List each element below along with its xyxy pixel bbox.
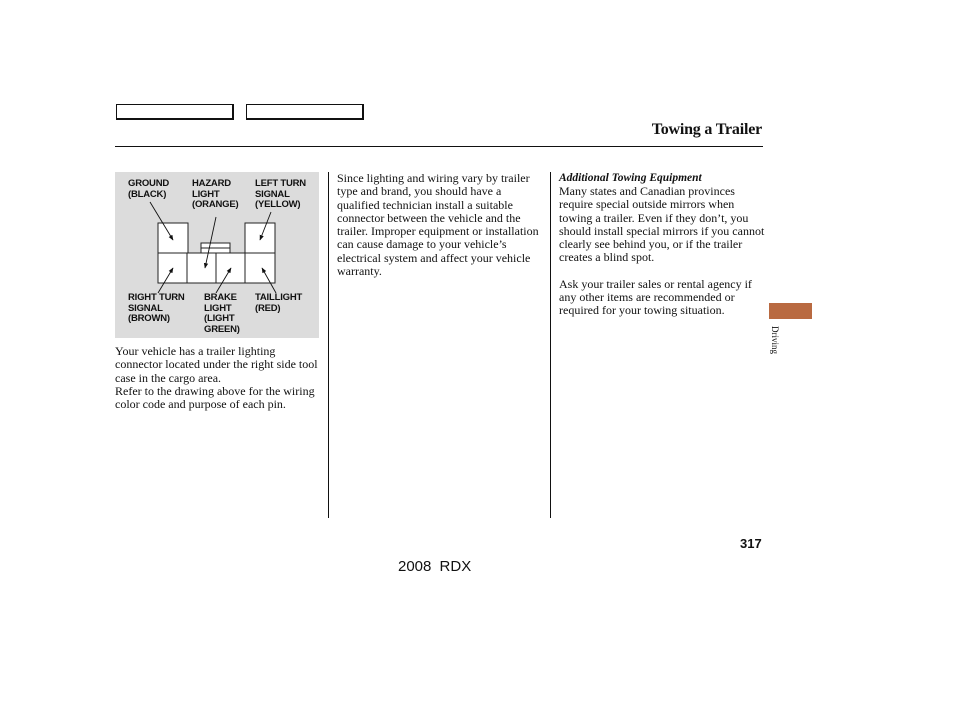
page-title: Towing a Trailer — [651, 121, 762, 138]
nav-button-previous[interactable] — [116, 104, 234, 120]
column-2-text — [337, 172, 542, 278]
section-tab[interactable] — [769, 303, 812, 319]
header-rule — [115, 146, 763, 147]
label-brake: BRAKE LIGHT (LIGHT GREEN) — [204, 292, 240, 335]
label-left-turn: LEFT TURN SIGNAL (YELLOW) — [255, 178, 306, 210]
pin-taillight — [245, 253, 275, 283]
connector-install-paragraph: Since lighting and wiring vary by trailer type and brand, you should have a qualified technician install a suitable connector between the vehicle and the trailer. Improper equipment or installation can cause damage to your vehicle’s electrical system and affect your vehicle warranty. — [337, 171, 539, 279]
connector-location-paragraph: Your vehicle has a trailer lighting connector located under the right side tool case in the cargo area. — [115, 344, 318, 385]
page-number: 317 — [740, 536, 762, 551]
other-items-paragraph: Ask your trailer sales or rental agency if any other items are recommended or required for your towing situation. — [559, 276, 752, 318]
column-1-text — [115, 345, 320, 411]
pin-left-turn — [245, 223, 275, 253]
column-divider-1 — [328, 172, 329, 518]
connector-diagram — [115, 172, 319, 338]
label-ground: GROUND (BLACK) — [128, 178, 170, 200]
mirrors-paragraph: Many states and Canadian provinces require special outside mirrors when towing a trailer. Even if they don’t, you should install special mirrors if you cannot clearly see behind you, or if the trailer creates a blind spot. — [559, 184, 765, 265]
column-divider-2 — [550, 172, 551, 518]
label-right-turn: RIGHT TURN SIGNAL (BROWN) — [128, 292, 185, 324]
footer-model: 2008 RDX — [398, 558, 472, 575]
pin-ground — [158, 223, 188, 253]
additional-equipment-heading: Additional Towing Equipment — [559, 172, 702, 184]
label-hazard: HAZARD LIGHT (ORANGE) — [192, 178, 239, 210]
nav-button-next[interactable] — [246, 104, 364, 120]
column-3-text — [559, 185, 767, 318]
wiring-reference-paragraph: Refer to the drawing above for the wiring color code and purpose of each pin. — [115, 383, 315, 412]
section-label: Driving — [770, 326, 780, 354]
pin-brake — [187, 253, 216, 283]
label-taillight: TAILLIGHT (RED) — [255, 292, 303, 314]
